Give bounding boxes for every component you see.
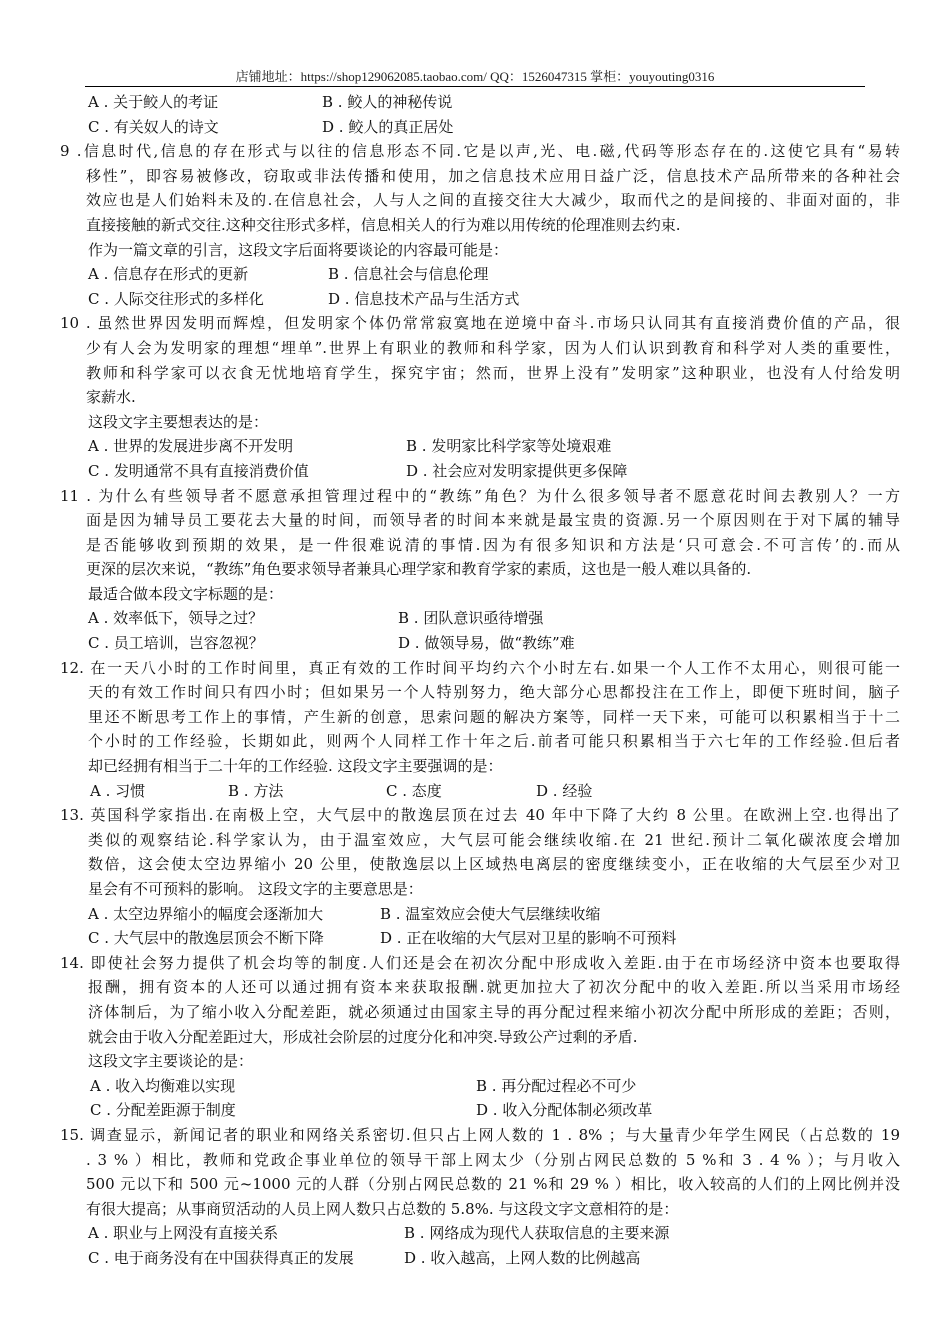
q9-option-d: D . 信息技术产品与生活方式	[328, 289, 520, 308]
q13-option-b: B . 温室效应会使大气层继续收缩	[380, 904, 601, 923]
q10-line: 教师和科学家可以衣食无忧地培育学生，探究宇宙；然而，世界上没有”发明家”这种职业，也没有人付给发明	[86, 363, 900, 382]
q8-option-c: C . 有关奴人的诗文	[88, 117, 219, 136]
q11-line: 11 . 为什么有些领导者不愿意承担管理过程中的“教练”角色？为什么很多领导者不愿意花时间去教别人？一方	[60, 486, 900, 505]
q11-option-b: B . 团队意识亟待增强	[398, 609, 544, 628]
q12-option-b: B . 方法	[228, 781, 284, 800]
q10-options-row-1	[60, 434, 900, 459]
q10-option-a: A . 世界的发展进步离不开发明	[88, 437, 294, 456]
q14-option-b: B . 再分配过程必不可少	[476, 1076, 637, 1095]
q10-options-row-2	[60, 459, 900, 484]
page-header: 店铺地址：https://shop129062085.taobao.com/ QQ：1526047315 掌柜：youyouting0316	[235, 69, 715, 84]
q12-line: 12. 在一天八小时的工作时间里，真正有效的工作时间平均约六个小时左右.如果一个人工作不太用心，则很可能一	[60, 658, 900, 677]
q12-option-c: C . 态度	[386, 781, 442, 800]
q10-line: 10 . 虽然世界因发明而辉煌，但发明家个体仍常常寂寞地在逆境中奋斗.市场只认同其有直接消费价值的产品，很	[60, 314, 900, 333]
q11-line: 更深的层次来说，“教练”角色要求领导者兼具心理学家和教育学家的素质，这也是一般人难以具备的.	[86, 560, 752, 579]
question-12	[60, 656, 900, 804]
q13-line: 类似的观察结论.科学家认为，由于温室效应，大气层可能会继续收缩.在 21 世纪.预计二氧化碳浓度会增加	[88, 830, 900, 849]
header-rule	[85, 86, 865, 87]
q14-line: 报酬，拥有资本的人还可以通过拥有资本来获取报酬.就更加拉大了初次分配中的收入差距.所以当采用市场经	[88, 978, 900, 997]
q13-options-row-2	[60, 926, 900, 951]
q12-line: 个小时的工作经验，长期如此，则两个人同样工作十年之后.前者可能只积累相当于六七年的工作经验.但后者	[88, 732, 900, 751]
q15-line: 15. 调查显示，新闻记者的职业和网络关系密切.但只占上网人数的 1 . 8% ；与大量青少年学生网民（占总数的 19	[60, 1125, 900, 1144]
q9-option-a: A . 信息存在形式的更新	[88, 265, 249, 284]
q8-options-row-1	[60, 90, 900, 115]
q15-option-a: A . 职业与上网没有直接关系	[88, 1224, 279, 1243]
q11-line: 面是因为辅导员工要花去大量的时间，而领导者的时间本来就是最宝贵的资源.另一个原因则在于对下属的辅导	[86, 511, 900, 530]
q15-option-d: D . 收入越高，上网人数的比例越高	[404, 1248, 641, 1267]
q13-option-d: D . 正在收缩的大气层对卫星的影响不可预料	[380, 929, 677, 948]
question-13	[60, 803, 900, 951]
q13-line: 星会有不可预料的影响。 这段文字的主要意思是：	[88, 880, 423, 898]
q13-option-a: A . 太空边界缩小的幅度会逐渐加大	[88, 904, 324, 923]
q12-option-d: D . 经验	[536, 781, 593, 800]
q9-option-c: C . 人际交往形式的多样化	[88, 289, 264, 308]
q9-line: 9 .信息时代,信息的存在形式与以往的信息形态不同.它是以声,光、电.磁,代码等形态存在的.这使它具有“易转	[60, 142, 900, 161]
q8-option-a: A . 关于鲛人的考证	[88, 93, 219, 111]
q8-options-row-2	[60, 115, 900, 140]
q14-option-d: D . 收入分配体制必须改革	[476, 1101, 653, 1120]
q11-options-row-1	[60, 606, 900, 631]
question-11	[60, 484, 900, 656]
q15-option-b: B . 网络成为现代人获取信息的主要来源	[404, 1224, 670, 1243]
q10-line: 家薪水.	[86, 388, 136, 407]
q14-prompt: 这段文字主要谈论的是：	[88, 1052, 254, 1071]
question-14	[60, 951, 900, 1123]
q11-option-c: C . 员工培训，岂容忽视？	[88, 634, 264, 653]
q13-option-c: C . 大气层中的散逸层顶会不断下降	[88, 929, 324, 948]
q12-option-a: A . 习惯	[90, 781, 146, 800]
question-9	[60, 139, 900, 311]
q10-option-d: D . 社会应对发明家提供更多保障	[406, 461, 628, 480]
q15-line: 有很大提高；从事商贸活动的人员上网人数只占总数的 5.8%. 与这段文字文意相符的是：	[86, 1199, 679, 1218]
q15-line: 500 元以下和 500 元~1000 元的人群（分别占网民总数的 21 %和 29 % ）相比，收入较高的人们的上网比例并没	[86, 1175, 900, 1194]
q13-line: 数倍，这会使太空边界缩小 20 公里，使散逸层以上区域热电离层的密度继续变小，正在收缩的大气层至少对卫	[88, 855, 900, 874]
q9-options-row-1	[60, 262, 900, 287]
q14-option-c: C . 分配差距源于制度	[90, 1101, 236, 1120]
q13-line: 13. 英国科学家指出.在南极上空，大气层中的散逸层顶在过去 40 年中下降了大约 8 公里。在欧洲上空.也得出了	[60, 806, 900, 825]
q12-line: 里还不断思考工作上的事情，产生新的创意，思索问题的解决方案等，同样一天下来，可能可以积累相当于十二	[88, 707, 900, 726]
q13-options-row-1	[60, 902, 900, 927]
q9-line: 移性”，即容易被修改，窃取或非法传播和使用，加之信息技术应用日益广泛，信息技术产品所带来的各种社会	[86, 166, 900, 185]
q9-line: 直接接触的新式交往.这种交往形式多样，信息相关人的行为难以用传统的伦理准则去约束.	[86, 215, 681, 234]
q15-option-c: C . 电于商务没有在中国获得真正的发展	[88, 1248, 354, 1267]
q10-option-c: C . 发明通常不具有直接消费价值	[88, 461, 309, 480]
q12-options-row	[60, 779, 900, 804]
q14-options-row-2	[60, 1098, 900, 1123]
q11-option-a: A . 效率低下，领导之过？	[88, 609, 264, 628]
q11-options-row-2	[60, 631, 900, 656]
q11-line: 是否能够收到预期的效果，是一件很难说清的事情.因为有很多知识和方法是‘只可意会.不可言传’的.而从	[86, 535, 900, 554]
q9-option-b: B . 信息社会与信息伦理	[328, 265, 489, 284]
question-10	[60, 311, 900, 483]
q8-option-d: D . 鲛人的真正居处	[322, 117, 454, 136]
q14-option-a: A . 收入均衡难以实现	[90, 1076, 236, 1095]
q12-line: 却已经拥有相当于二十年的工作经验. 这段文字主要强调的是：	[88, 757, 503, 776]
q14-options-row-1	[60, 1074, 900, 1099]
q8-option-b: B . 鲛人的神秘传说	[322, 93, 453, 111]
q10-line: 少有人会为发明家的理想“埋单”.世界上有职业的教师和科学家，因为人们认识到教育和科学对人类的重要性，	[86, 338, 900, 357]
q15-options-row-2	[60, 1246, 900, 1271]
q14-line: 14. 即使社会努力提供了机会均等的制度.人们还是会在初次分配中形成收入差距.由于在市场经济中资本也要取得	[60, 953, 900, 972]
q12-line: 天的有效工作时间只有四小时；但如果另一个人特别努力，绝大部分心思都投注在工作上，即便下班时间，脑子	[88, 683, 900, 702]
q10-prompt: 这段文字主要想表达的是：	[88, 412, 269, 431]
q14-line: 就会由于收入分配差距过大，形成社会阶层的过度分化和冲突.导致公产过剩的矛盾.	[88, 1027, 638, 1046]
q9-options-row-2	[60, 287, 900, 312]
q9-prompt: 作为一篇文章的引言，这段文字后面将要谈论的内容最可能是：	[88, 240, 509, 259]
q15-options-row-1	[60, 1221, 900, 1246]
q11-option-d: D . 做领导易，做“教练”难	[398, 634, 575, 653]
q11-prompt: 最适合做本段文字标题的是：	[88, 584, 284, 603]
q10-option-b: B . 发明家比科学家等处境艰难	[406, 437, 612, 456]
question-15	[60, 1123, 900, 1271]
document-body	[60, 90, 900, 1271]
q14-line: 济体制后，为了缩小收入分配差距，就必须通过由国家主导的再分配过程来缩小初次分配中所形成的差距；否则，	[88, 1002, 900, 1021]
q15-line: . 3 % ）相比，教师和党政企事业单位的领导干部上网太少（分别占网民总数的 5 %和 3 . 4 % ）；与月收入	[86, 1150, 900, 1169]
q9-line: 效应也是人们始料未及的.在信息社会，人与人之间的直接交往大大减少，取而代之的是间接的、非面对面的，非	[86, 191, 900, 210]
